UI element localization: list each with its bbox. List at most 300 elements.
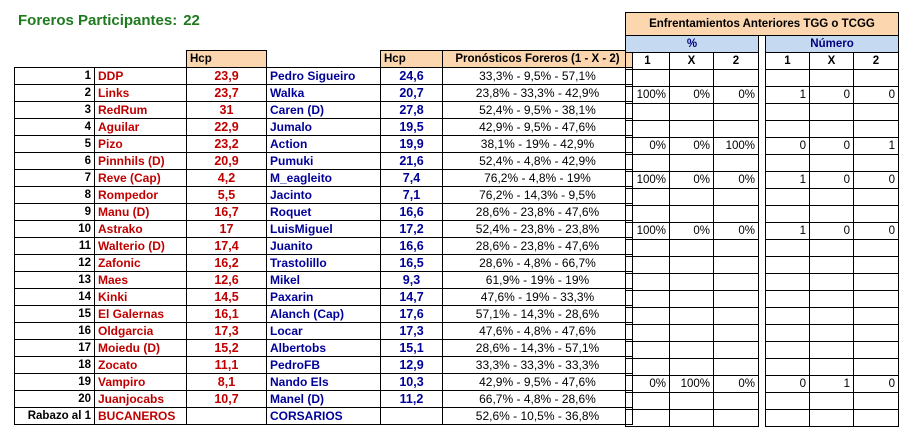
home-hcp: 16,2 xyxy=(187,255,267,272)
history-cell xyxy=(766,104,810,121)
history-cell xyxy=(626,104,670,121)
match-number: 3 xyxy=(15,102,95,119)
home-hcp: 11,1 xyxy=(187,357,267,374)
history-table xyxy=(625,12,899,427)
history-cell xyxy=(854,359,899,376)
history-cell: 1 xyxy=(766,223,810,240)
history-cell xyxy=(854,155,899,172)
history-cell xyxy=(670,206,714,223)
forecast: 76,2% - 4,8% - 19% xyxy=(443,170,633,187)
history-cell xyxy=(626,206,670,223)
history-cell xyxy=(714,240,759,257)
forecast: 47,6% - 19% - 33,3% xyxy=(443,289,633,306)
history-cell xyxy=(810,206,854,223)
home-player: Aguilar xyxy=(95,119,187,136)
match-number: 14 xyxy=(15,289,95,306)
history-gap xyxy=(759,53,766,70)
history-gap xyxy=(759,87,766,104)
history-cell: 0 xyxy=(810,223,854,240)
match-number: 1 xyxy=(15,68,95,85)
history-row xyxy=(626,359,899,376)
history-cell: 1 xyxy=(854,138,899,155)
history-cell xyxy=(766,308,810,325)
table-row xyxy=(15,306,633,323)
history-cell: 100% xyxy=(714,138,759,155)
history-row xyxy=(626,87,899,104)
table-row xyxy=(15,119,633,136)
history-cell: 0% xyxy=(714,376,759,393)
num-header: Número xyxy=(766,36,899,53)
history-row xyxy=(626,376,899,393)
history-cell: 1 xyxy=(810,376,854,393)
history-row xyxy=(626,189,899,206)
forecast: 28,6% - 14,3% - 57,1% xyxy=(443,340,633,357)
history-cell xyxy=(626,155,670,172)
home-player: Maes xyxy=(95,272,187,289)
history-gap xyxy=(759,189,766,206)
history-cell: 0% xyxy=(714,87,759,104)
history-cell xyxy=(810,325,854,342)
away-hcp: 16,6 xyxy=(381,204,443,221)
forecast: 42,9% - 9,5% - 47,6% xyxy=(443,374,633,391)
history-cell xyxy=(670,240,714,257)
history-cell xyxy=(670,155,714,172)
match-number: 8 xyxy=(15,187,95,204)
history-cell xyxy=(714,104,759,121)
forecast: 28,6% - 23,8% - 47,6% xyxy=(443,238,633,255)
away-hcp: 19,9 xyxy=(381,136,443,153)
home-player: Pizo xyxy=(95,136,187,153)
home-hcp: 15,2 xyxy=(187,340,267,357)
history-cell: 0 xyxy=(810,87,854,104)
home-hcp: 16,1 xyxy=(187,306,267,323)
history-gap xyxy=(759,206,766,223)
history-cell xyxy=(810,291,854,308)
away-hcp: 7,1 xyxy=(381,187,443,204)
forecast: 28,6% - 4,8% - 66,7% xyxy=(443,255,633,272)
history-cell: 0% xyxy=(626,138,670,155)
history-cell xyxy=(714,274,759,291)
away-player: Manel (D) xyxy=(267,391,381,408)
history-cell: 100% xyxy=(626,172,670,189)
table-row xyxy=(15,323,633,340)
history-cell: 0 xyxy=(766,138,810,155)
history-cell xyxy=(810,274,854,291)
forecast: 33,3% - 33,3% - 33,3% xyxy=(443,357,633,374)
home-hcp: 23,7 xyxy=(187,85,267,102)
away-player: Paxarin xyxy=(267,289,381,306)
home-player: El Galernas xyxy=(95,306,187,323)
home-hcp: 4,2 xyxy=(187,170,267,187)
history-row xyxy=(626,342,899,359)
forecast: 52,6% - 10,5% - 36,8% xyxy=(443,408,633,425)
history-gap xyxy=(759,393,766,410)
history-cell xyxy=(670,104,714,121)
match-number: 10 xyxy=(15,221,95,238)
match-number: 18 xyxy=(15,357,95,374)
history-cell xyxy=(626,410,670,427)
history-cell xyxy=(626,274,670,291)
history-cell xyxy=(626,291,670,308)
away-hcp: 16,6 xyxy=(381,238,443,255)
forecast: 28,6% - 23,8% - 47,6% xyxy=(443,204,633,221)
home-hcp: 17,3 xyxy=(187,323,267,340)
history-cell: 100% xyxy=(670,376,714,393)
history-cell: 0% xyxy=(670,87,714,104)
history-cell xyxy=(810,104,854,121)
away-player: Mikel xyxy=(267,272,381,289)
match-number: 4 xyxy=(15,119,95,136)
history-cell xyxy=(766,240,810,257)
away-hcp: 7,4 xyxy=(381,170,443,187)
away-player: Walka xyxy=(267,85,381,102)
history-gap xyxy=(759,291,766,308)
history-gap xyxy=(759,359,766,376)
history-cell xyxy=(810,410,854,427)
history-cell: 0% xyxy=(670,172,714,189)
history-row xyxy=(626,223,899,240)
history-row xyxy=(626,257,899,274)
history-cell xyxy=(626,121,670,138)
home-hcp: 16,7 xyxy=(187,204,267,221)
table-row xyxy=(15,340,633,357)
history-cell xyxy=(714,325,759,342)
away-player: Caren (D) xyxy=(267,102,381,119)
home-hcp: 23,9 xyxy=(187,68,267,85)
history-row xyxy=(626,393,899,410)
col-1-num: 1 xyxy=(766,53,810,70)
away-hcp: 16,5 xyxy=(381,255,443,272)
col-2-num: 2 xyxy=(854,53,899,70)
table-row xyxy=(15,170,633,187)
away-player: Trastolillo xyxy=(267,255,381,272)
table-row xyxy=(15,136,633,153)
history-cell xyxy=(854,325,899,342)
history-cell: 0 xyxy=(810,138,854,155)
away-hcp: 17,3 xyxy=(381,323,443,340)
away-hcp: 9,3 xyxy=(381,272,443,289)
away-player: Pedro Sigueiro xyxy=(267,68,381,85)
match-number: 17 xyxy=(15,340,95,357)
history-cell: 0 xyxy=(766,376,810,393)
history-cell: 0 xyxy=(854,376,899,393)
table-row xyxy=(15,272,633,289)
history-gap xyxy=(759,104,766,121)
history-gap xyxy=(759,138,766,155)
home-player: Zocato xyxy=(95,357,187,374)
away-hcp: 21,6 xyxy=(381,153,443,170)
table-row xyxy=(15,221,633,238)
history-cell xyxy=(626,189,670,206)
history-cell xyxy=(670,121,714,138)
history-gap xyxy=(759,155,766,172)
home-player: Reve (Cap) xyxy=(95,170,187,187)
history-cell xyxy=(766,393,810,410)
match-number: 20 xyxy=(15,391,95,408)
away-player: Jacinto xyxy=(267,187,381,204)
history-cell xyxy=(854,121,899,138)
header-spacer xyxy=(15,51,95,68)
history-cell xyxy=(810,121,854,138)
history-cell xyxy=(626,359,670,376)
history-gap xyxy=(759,308,766,325)
forecast: 52,4% - 9,5% - 38,1% xyxy=(443,102,633,119)
history-cell xyxy=(810,240,854,257)
history-cell xyxy=(854,206,899,223)
history-cell xyxy=(766,410,810,427)
history-cell xyxy=(766,70,810,87)
history-cell: 100% xyxy=(626,87,670,104)
table-row xyxy=(15,68,633,85)
history-cell xyxy=(670,410,714,427)
home-player: Kinki xyxy=(95,289,187,306)
away-player: Action xyxy=(267,136,381,153)
home-hcp: 22,9 xyxy=(187,119,267,136)
header-spacer xyxy=(267,51,381,68)
participant-count: 22 xyxy=(183,12,200,29)
pronosticos-header: Pronósticos Foreros (1 - X - 2) xyxy=(443,51,633,68)
history-cell: 0% xyxy=(714,223,759,240)
home-player: Oldgarcia xyxy=(95,323,187,340)
history-cell xyxy=(854,240,899,257)
history-body xyxy=(626,70,899,427)
col-2-pct: 2 xyxy=(714,53,759,70)
home-player: Links xyxy=(95,85,187,102)
history-cell xyxy=(670,291,714,308)
away-player: Albertobs xyxy=(267,340,381,357)
match-number: 6 xyxy=(15,153,95,170)
history-cell: 100% xyxy=(626,223,670,240)
history-cell xyxy=(670,257,714,274)
table-row xyxy=(15,204,633,221)
history-cell xyxy=(714,206,759,223)
history-cell xyxy=(626,342,670,359)
history-row xyxy=(626,410,899,427)
home-player: Manu (D) xyxy=(95,204,187,221)
page-title xyxy=(18,12,200,29)
history-cell xyxy=(810,155,854,172)
history-row xyxy=(626,308,899,325)
history-cell xyxy=(626,257,670,274)
history-gap xyxy=(759,410,766,427)
history-gap xyxy=(759,223,766,240)
history-cell xyxy=(810,308,854,325)
away-player: LuisMiguel xyxy=(267,221,381,238)
home-hcp: 12,6 xyxy=(187,272,267,289)
table-row xyxy=(15,391,633,408)
home-player: Zafonic xyxy=(95,255,187,272)
history-gap xyxy=(759,325,766,342)
table-row xyxy=(15,85,633,102)
home-player: Juanjocabs xyxy=(95,391,187,408)
history-cell: 0 xyxy=(854,223,899,240)
history-cell xyxy=(714,291,759,308)
history-cell: 0% xyxy=(670,223,714,240)
away-player: M_eagleito xyxy=(267,170,381,187)
history-row xyxy=(626,172,899,189)
history-cell xyxy=(714,189,759,206)
away-player: Locar xyxy=(267,323,381,340)
home-player: Moiedu (D) xyxy=(95,340,187,357)
history-gap xyxy=(759,342,766,359)
history-cell: 0 xyxy=(854,172,899,189)
history-cell xyxy=(714,410,759,427)
forecast: 52,4% - 23,8% - 23,8% xyxy=(443,221,633,238)
forecast: 33,3% - 9,5% - 57,1% xyxy=(443,68,633,85)
away-hcp: 12,9 xyxy=(381,357,443,374)
history-cell xyxy=(626,70,670,87)
history-cell xyxy=(810,342,854,359)
matches-table xyxy=(14,50,633,425)
history-cell xyxy=(766,206,810,223)
history-row xyxy=(626,291,899,308)
history-row xyxy=(626,240,899,257)
history-cell: 0% xyxy=(714,172,759,189)
history-cell xyxy=(766,121,810,138)
home-hcp: 23,2 xyxy=(187,136,267,153)
history-cell xyxy=(766,274,810,291)
forecast: 76,2% - 14,3% - 9,5% xyxy=(443,187,633,204)
home-hcp: 14,5 xyxy=(187,289,267,306)
away-hcp: 11,2 xyxy=(381,391,443,408)
history-cell xyxy=(854,308,899,325)
history-cell xyxy=(670,274,714,291)
away-player: Juanito xyxy=(267,238,381,255)
col-x-num: X xyxy=(810,53,854,70)
history-cell xyxy=(670,359,714,376)
history-cell xyxy=(854,189,899,206)
header-row xyxy=(15,51,633,68)
history-row xyxy=(626,138,899,155)
history-row xyxy=(626,121,899,138)
match-number: 2 xyxy=(15,85,95,102)
history-gap xyxy=(759,36,766,53)
col-x-pct: X xyxy=(670,53,714,70)
home-player: Astrako xyxy=(95,221,187,238)
history-gap xyxy=(759,240,766,257)
history-cell xyxy=(854,70,899,87)
history-cell xyxy=(670,189,714,206)
away-hcp: 10,3 xyxy=(381,374,443,391)
forecast: 38,1% - 19% - 42,9% xyxy=(443,136,633,153)
history-row xyxy=(626,325,899,342)
history-cell xyxy=(626,308,670,325)
history-cell xyxy=(810,257,854,274)
history-cell: 1 xyxy=(766,87,810,104)
away-player: Alanch (Cap) xyxy=(267,306,381,323)
match-number: 7 xyxy=(15,170,95,187)
home-hcp: 17,4 xyxy=(187,238,267,255)
history-row xyxy=(626,70,899,87)
history-cell xyxy=(854,257,899,274)
history-cell xyxy=(810,70,854,87)
history-cell xyxy=(626,325,670,342)
history-row xyxy=(626,104,899,121)
history-gap xyxy=(759,274,766,291)
pct-header: % xyxy=(626,36,759,53)
home-player: DDP xyxy=(95,68,187,85)
away-hcp: 20,7 xyxy=(381,85,443,102)
forecast: 42,9% - 9,5% - 47,6% xyxy=(443,119,633,136)
match-number: Rabazo al 1 xyxy=(15,408,95,425)
history-row xyxy=(626,155,899,172)
forecast: 23,8% - 33,3% - 42,9% xyxy=(443,85,633,102)
history-cell xyxy=(766,155,810,172)
away-player: CORSARIOS xyxy=(267,408,381,425)
away-player: Roquet xyxy=(267,204,381,221)
history-cell xyxy=(670,342,714,359)
table-row xyxy=(15,289,633,306)
table-row xyxy=(15,255,633,272)
forecast: 61,9% - 19% - 19% xyxy=(443,272,633,289)
history-cell xyxy=(810,359,854,376)
home-hcp: 17 xyxy=(187,221,267,238)
forecast: 47,6% - 4,8% - 47,6% xyxy=(443,323,633,340)
table-row xyxy=(15,153,633,170)
away-player: PedroFB xyxy=(267,357,381,374)
home-hcp xyxy=(187,408,267,425)
title-label: Foreros Participantes: xyxy=(18,12,178,29)
history-row xyxy=(626,274,899,291)
history-cell xyxy=(810,393,854,410)
away-hcp: 27,8 xyxy=(381,102,443,119)
history-cell xyxy=(766,257,810,274)
away-hcp: 19,5 xyxy=(381,119,443,136)
home-hcp: 10,7 xyxy=(187,391,267,408)
history-cell xyxy=(670,308,714,325)
table-row xyxy=(15,102,633,119)
home-hcp: 8,1 xyxy=(187,374,267,391)
history-cell: 0% xyxy=(626,376,670,393)
history-cell xyxy=(854,274,899,291)
hcp-left-header: Hcp xyxy=(187,51,267,68)
history-title: Enfrentamientos Anteriores TGG o TCGG xyxy=(626,13,899,36)
history-cell xyxy=(670,70,714,87)
away-player: Nando Els xyxy=(267,374,381,391)
table-row xyxy=(15,187,633,204)
forecast: 57,1% - 14,3% - 28,6% xyxy=(443,306,633,323)
table-row xyxy=(15,374,633,391)
history-cell xyxy=(766,359,810,376)
home-player: Rompedor xyxy=(95,187,187,204)
history-gap xyxy=(759,257,766,274)
table-row xyxy=(15,408,633,425)
history-cell xyxy=(854,393,899,410)
header-spacer xyxy=(95,51,187,68)
history-cell xyxy=(854,410,899,427)
away-hcp: 24,6 xyxy=(381,68,443,85)
history-row xyxy=(626,206,899,223)
match-number: 13 xyxy=(15,272,95,289)
home-player: Pinnhils (D) xyxy=(95,153,187,170)
match-number: 5 xyxy=(15,136,95,153)
home-player: Walterio (D) xyxy=(95,238,187,255)
home-player: RedRum xyxy=(95,102,187,119)
col-1-pct: 1 xyxy=(626,53,670,70)
away-hcp: 15,1 xyxy=(381,340,443,357)
history-cell xyxy=(714,155,759,172)
history-cell xyxy=(670,393,714,410)
history-cell xyxy=(626,240,670,257)
history-cell xyxy=(854,291,899,308)
away-hcp: 17,6 xyxy=(381,306,443,323)
history-cell: 1 xyxy=(766,172,810,189)
match-number: 15 xyxy=(15,306,95,323)
history-cell xyxy=(854,104,899,121)
home-hcp: 5,5 xyxy=(187,187,267,204)
history-cell xyxy=(714,121,759,138)
history-cell xyxy=(766,189,810,206)
